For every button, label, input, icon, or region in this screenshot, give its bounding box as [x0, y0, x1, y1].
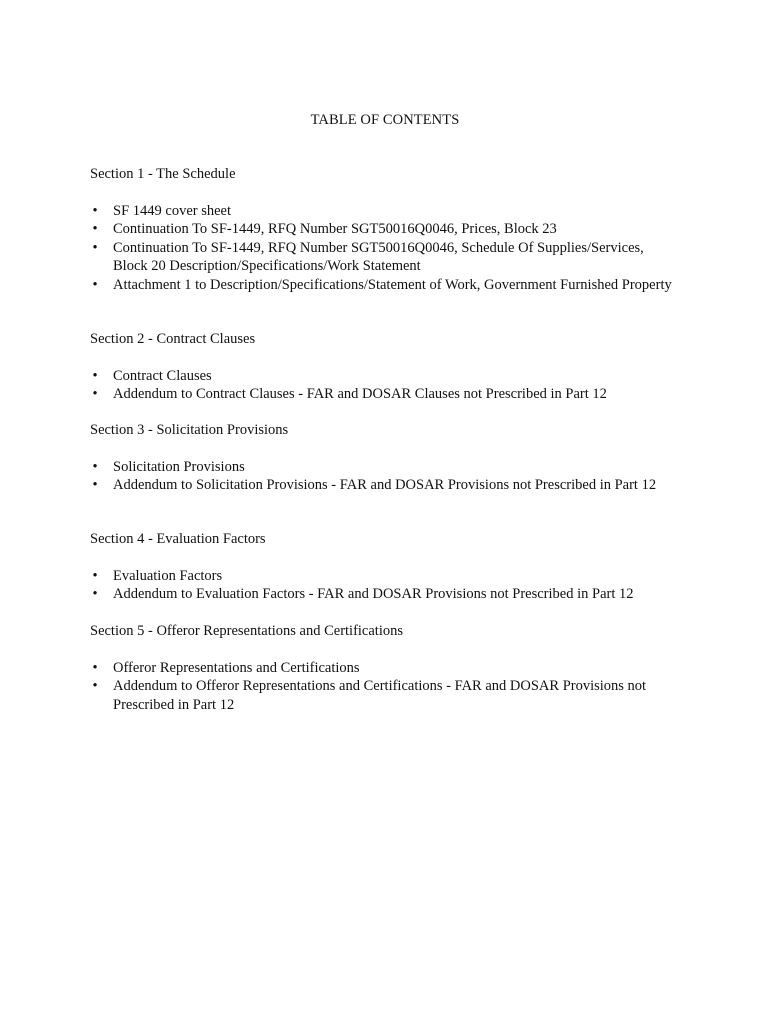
bullet-icon: • [92, 386, 98, 402]
section-item-list [90, 202, 680, 295]
list-item [90, 239, 680, 276]
list-item [90, 458, 680, 477]
section-2 [90, 330, 680, 404]
section-3 [90, 421, 680, 495]
list-item-text: Contract Clauses [113, 367, 212, 384]
list-item-text: Solicitation Provisions [113, 458, 245, 475]
section-item-list [90, 367, 680, 404]
list-item-text: Offeror Representations and Certifications [113, 659, 360, 676]
list-item [90, 385, 680, 404]
list-item-text: SF 1449 cover sheet [113, 202, 231, 219]
section-heading: Section 5 - Offeror Representations and Certifications [90, 623, 404, 639]
section-4 [90, 530, 680, 604]
bullet-icon: • [92, 567, 98, 584]
list-item [90, 276, 680, 295]
section-item-list [90, 458, 680, 495]
list-item-text: Addendum to Evaluation Factors - FAR and DOSAR Provisions not Prescribed in Part 12 [113, 586, 634, 602]
list-item-text: Continuation To SF-1449, RFQ Number SGT50016Q0046, Prices, Block 23 [113, 221, 557, 237]
list-item [90, 585, 680, 604]
list-item [90, 367, 680, 386]
list-item [90, 202, 680, 221]
section-1 [90, 165, 680, 294]
section-heading: Section 4 - Evaluation Factors [90, 531, 266, 547]
bullet-icon: • [92, 458, 98, 475]
section-5 [90, 622, 680, 714]
section-item-list [90, 567, 680, 604]
list-item-text: Attachment 1 to Description/Specifications/Statement of Work, Government Furnished Property [113, 276, 672, 293]
list-item [90, 567, 680, 586]
list-item [90, 659, 680, 678]
toc-title: TABLE OF CONTENTS [310, 112, 460, 128]
section-item-list [90, 659, 680, 715]
bullet-icon: • [92, 202, 98, 219]
bullet-icon: • [92, 586, 98, 602]
bullet-icon: • [92, 367, 98, 384]
list-item [90, 476, 680, 495]
bullet-icon: • [92, 276, 98, 293]
section-heading: Section 3 - Solicitation Provisions [90, 422, 289, 438]
section-heading: Section 2 - Contract Clauses [90, 331, 256, 347]
list-item-text: Addendum to Offeror Representations and Certifications - FAR and DOSAR Provisions not Prescribed in Part 12 [113, 678, 647, 713]
list-item-text: Continuation To SF-1449, RFQ Number SGT50016Q0046, Schedule Of Supplies/Services, Block 20 Description/Specifications/Work Statement [113, 239, 644, 274]
bullet-icon: • [92, 477, 98, 493]
bullet-icon: • [92, 221, 98, 237]
list-item-text: Evaluation Factors [113, 567, 223, 584]
list-item-text: Addendum to Solicitation Provisions - FAR and DOSAR Provisions not Prescribed in Part 12 [113, 477, 657, 493]
list-item-text: Addendum to Contract Clauses - FAR and DOSAR Clauses not Prescribed in Part 12 [113, 386, 607, 402]
bullet-icon: • [92, 678, 98, 694]
bullet-icon: • [92, 239, 98, 256]
bullet-icon: • [92, 659, 98, 676]
list-item [90, 677, 680, 714]
section-heading: Section 1 - The Schedule [90, 166, 236, 182]
list-item [90, 220, 680, 239]
